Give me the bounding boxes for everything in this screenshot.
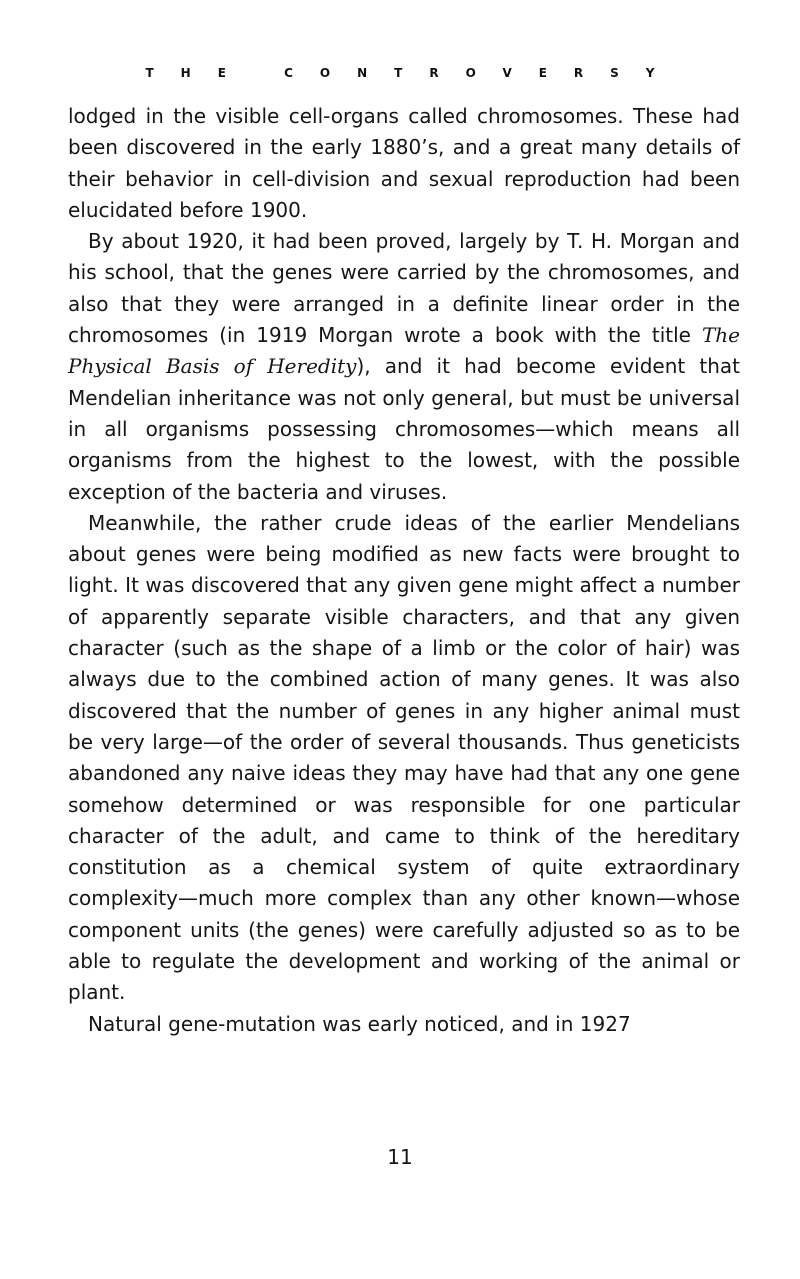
paragraph-3: Meanwhile, the rather crude ideas of the earlier Mendelians about genes were being modified as new facts were brought to light. It was discovered that any given gene might affect a number of apparently separate visible characters, and that any given character (such as the shape of a limb or the color of hair) was always due to the combined action of many genes. It was also discovered that the number of genes in any higher animal must be very large—of the order of several thousands. Thus geneticists abandoned any naive ideas they may have had that any one gene somehow determined or was responsible for one particular character of the adult, and came to think of the hereditary constitution as a chemical system of quite extraordinary complexity—much more complex than any other known—whose component units (the genes) were carefully adjusted so as to be able to regulate the development and working of the animal or plant. (68, 510, 740, 1005)
paragraph-4: Natural gene-mutation was early noticed, and in 1927 (88, 1011, 631, 1036)
running-head: THE CONTROVERSY (145, 66, 682, 80)
paragraph-2 (68, 226, 740, 508)
paragraph-2-text-b: ), and it had become evident that Mendelian inheritance was not only general, but must be universal in all organisms possessing chromosomes—which means all organisms from the highest to the lowest, with the possible exception of the bacteria and viruses. (68, 354, 740, 504)
book-title: The Physical Basis of Heredity (68, 323, 740, 379)
paragraph-2-text-a: By about 1920, it had been proved, largely by T. H. Morgan and his school, that the genes were carried by the chromosomes, and also that they were arranged in a definite linear order in the chromosomes (in 1919 Morgan wrote a book with the title (68, 229, 740, 348)
paragraph-1: lodged in the visible cell-organs called chromosomes. These had been discovered in the early 1880’s, and a great many details of their behavior in cell-division and sexual reproduction had been elucidated before 1900. (68, 104, 740, 222)
page-number: 11 (387, 1145, 413, 1169)
body-text (68, 101, 740, 1040)
